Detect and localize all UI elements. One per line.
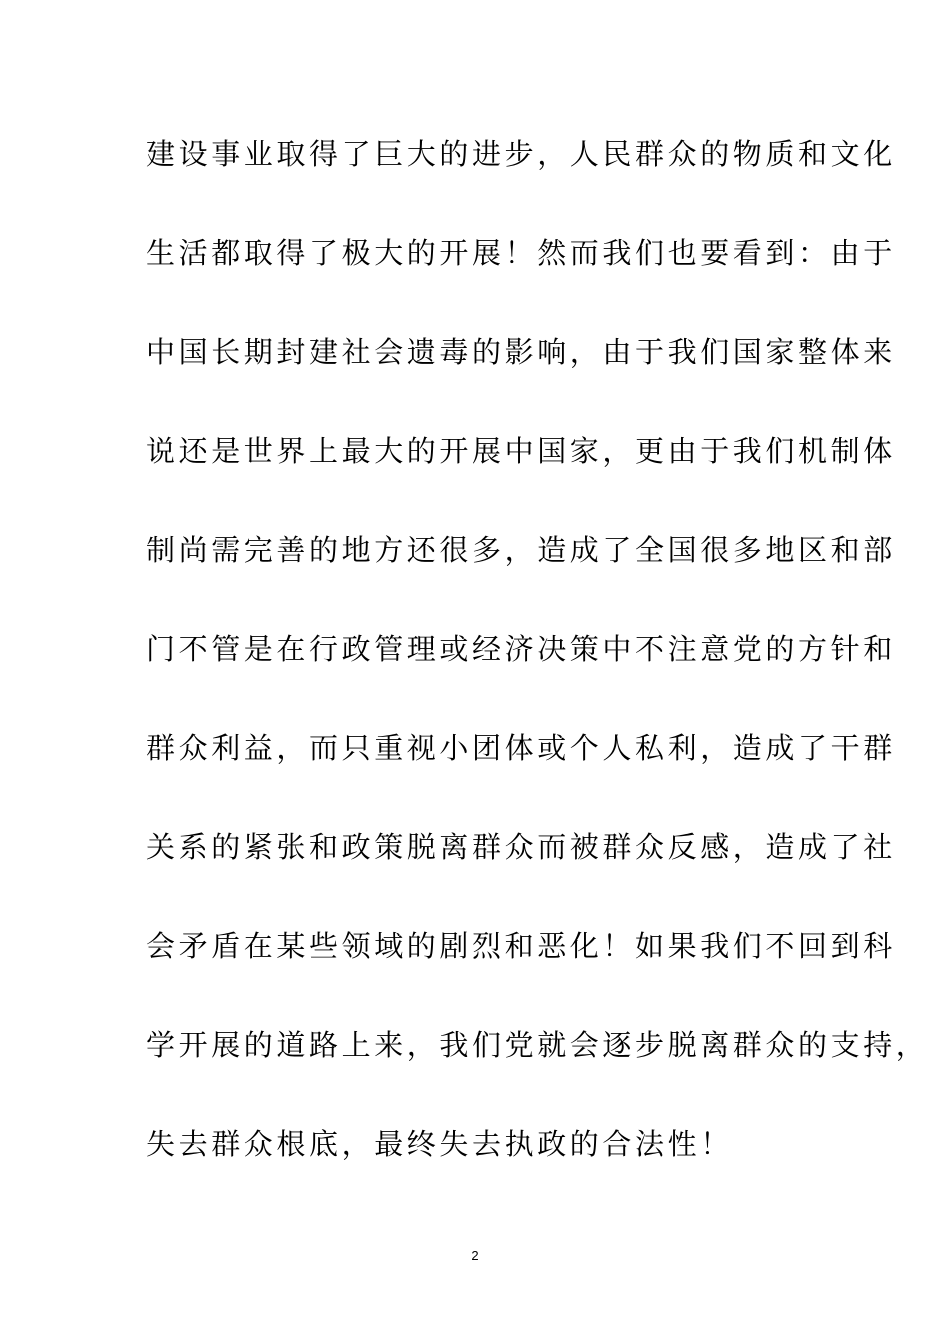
text-line: 门不管是在行政管理或经济决策中不注意党的方针和 — [146, 632, 896, 666]
text-line: 失去群众根底，最终失去执政的合法性！ — [146, 1127, 733, 1161]
text-line: 建设事业取得了巨大的进步，人民群众的物质和文化 — [146, 137, 896, 171]
text-line: 中国长期封建社会遗毒的影响，由于我们国家整体来 — [146, 335, 896, 369]
text-line: 会矛盾在某些领域的剧烈和恶化！如果我们不回到科 — [146, 929, 896, 963]
text-line: 制尚需完善的地方还很多，造成了全国很多地区和部 — [146, 533, 896, 567]
text-line: 说还是世界上最大的开展中国家，更由于我们机制体 — [146, 434, 896, 468]
text-line: 群众利益，而只重视小团体或个人私利，造成了干群 — [146, 731, 896, 765]
page-number: 2 — [471, 1248, 479, 1263]
body-text — [146, 128, 929, 1217]
text-line: 学开展的道路上来，我们党就会逐步脱离群众的支持， — [146, 1028, 929, 1062]
text-line: 关系的紧张和政策脱离群众而被群众反感，造成了社 — [146, 830, 896, 864]
text-line: 生活都取得了极大的开展！然而我们也要看到：由于 — [146, 236, 896, 270]
